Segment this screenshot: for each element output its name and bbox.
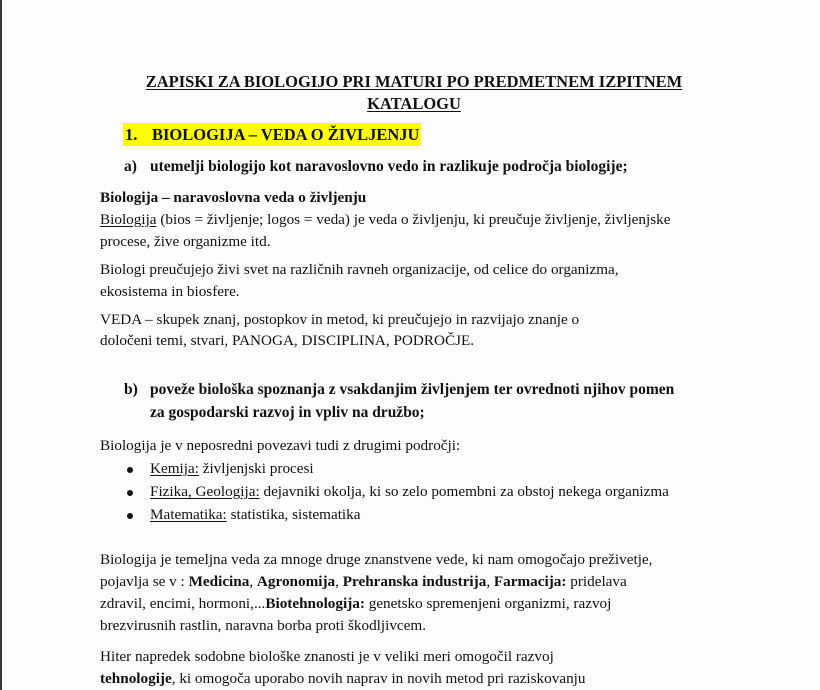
paragraph-1-line-2: procese, žive organizme itd. — [100, 233, 271, 250]
document-title-line-1: ZAPISKI ZA BIOLOGIJO PRI MATURI PO PREDMETNEM IZPITNEM — [145, 72, 683, 91]
text-run: , — [335, 573, 343, 590]
paragraph-3-line-2: določeni temi, stvari, PANOGA, DISCIPLINA, PODROČJE. — [100, 332, 475, 349]
text-run: genetsko spremenjeni organizmi, razvoj — [364, 595, 612, 612]
document-title-line-2: KATALOGU — [367, 94, 461, 113]
paragraph-2-line-1: Biologi preučujejo živi svet na različnih ravneh organizacije, od celice do organizma, — [100, 261, 619, 278]
objective-b-text-1: poveže biološka spoznanja z vsakdanjim življenjem ter ovrednoti njihov pomen — [150, 381, 675, 398]
paragraph-6-line-2 — [100, 668, 586, 690]
objective-b-line-1 — [124, 379, 674, 401]
section-heading-highlighted — [123, 123, 421, 146]
text-run: zdravil, encimi, hormoni,... — [100, 595, 266, 612]
bullet-item-matematika — [150, 504, 360, 526]
bullet-term: Kemija: — [150, 460, 199, 477]
paragraph-5-line-4: brezvirusnih rastlin, naravna borba proti škodljivcem. — [100, 617, 427, 634]
text-run: , — [249, 573, 257, 590]
text-run: pridelava — [566, 573, 627, 590]
section-number: 1. — [125, 125, 138, 144]
objective-a-label: a) — [124, 158, 137, 175]
objective-b-label: b) — [124, 381, 138, 398]
bullet-text: statistika, sistematika — [226, 506, 361, 523]
paragraph-1-line-1 — [100, 209, 670, 231]
paragraph-3-line-1: VEDA – skupek znanj, postopkov in metod, ki preučujejo in razvijajo znanje o — [100, 311, 580, 328]
paragraph-5-line-1: Biologija je temeljna veda za mnoge druge znanstvene vede, ki nam omogočajo preživetje, — [100, 551, 653, 568]
section-heading-text: BIOLOGIJA – VEDA O ŽIVLJENJU — [152, 125, 420, 144]
bullet-icon — [127, 467, 133, 473]
bold-term-medicina: Medicina — [188, 573, 250, 590]
objective-a-text: utemelji biologijo kot naravoslovno vedo in razlikuje področja biologije; — [150, 158, 628, 175]
bold-term-biotehnologija: Biotehnologija: — [265, 595, 365, 612]
objective-b-line-2: za gospodarski razvoj in vpliv na družbo; — [150, 404, 425, 421]
paragraph-1-line-1-rest: (bios = življenje; logos = veda) je veda o življenju, ki preučuje življenje, življenjske — [156, 211, 671, 228]
bullet-icon — [127, 490, 133, 496]
bullet-term: Matematika: — [150, 506, 227, 523]
paragraph-5-line-2 — [100, 571, 627, 593]
bullet-item-fizika-geologija — [150, 481, 669, 503]
bullet-icon — [127, 513, 133, 519]
paragraph-6-line-1: Hiter napredek sodobne biološke znanosti je v veliki meri omogočil razvoj — [100, 648, 554, 665]
bold-term-prehranska-industrija: Prehranska industrija — [342, 573, 487, 590]
paragraph-5-line-3 — [100, 593, 611, 615]
paragraph-2-line-2: ekosistema in biosfere. — [100, 283, 240, 300]
bullet-text: dejavniki okolja, ki so zelo pomembni za obstoj nekega organizma — [259, 483, 669, 500]
bold-term-agronomija: Agronomija — [256, 573, 336, 590]
bold-term-farmacija: Farmacija: — [493, 573, 567, 590]
text-run: pojavlja se v : — [100, 573, 189, 590]
subheading: Biologija – naravoslovna veda o življenju — [100, 189, 367, 206]
paragraph-4: Biologija je v neposredni povezavi tudi z drugimi področji: — [100, 437, 461, 454]
term-biologija: Biologija — [100, 211, 157, 228]
text-run: , ki omogoča uporabo novih naprav in novih metod pri raziskovanju — [171, 670, 586, 687]
bold-term-tehnologije: tehnologije — [100, 670, 172, 687]
text-run: , — [486, 573, 494, 590]
bullet-term: Fizika, Geologija: — [150, 483, 260, 500]
bullet-text: življenjski procesi — [198, 460, 314, 477]
objective-a — [124, 156, 628, 178]
bullet-item-kemija — [150, 458, 314, 480]
